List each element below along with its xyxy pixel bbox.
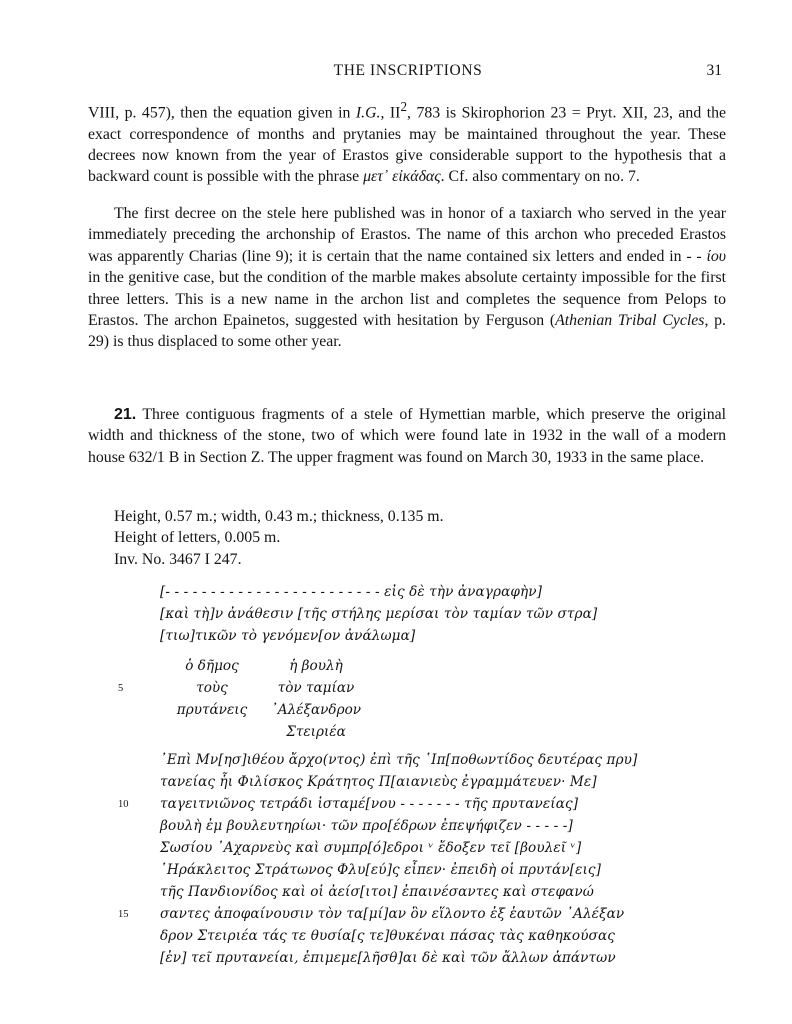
book-title: Athenian Tribal Cycles	[555, 312, 705, 330]
page-number: 31	[706, 62, 722, 79]
running-head	[88, 62, 728, 84]
line-number: 10	[118, 799, 129, 810]
inscription-line: ταγειτνιῶνος τετράδι ἱσταμέ[νου - - - - - - - τῆς πρυτανείας]	[160, 796, 579, 812]
line-number: 15	[118, 909, 129, 920]
spec-dimensions: Height, 0.57 m.; width, 0.43 m.; thickness, 0.135 m.	[114, 508, 444, 525]
inscription-column-right: Στειριέα	[286, 724, 346, 740]
text-run: . Cf. also commentary on no. 7.	[440, 168, 640, 186]
greek-phrase: μετ᾽ εἰκάδας	[363, 168, 441, 186]
inscription-line: σαντες ἀποφαίνουσιν τὸν τα[μί]αν ὃν εἵλοντο ἐξ ἑαυτῶν ᾽Αλέξαν	[160, 906, 625, 922]
commentary-paragraph-1	[88, 96, 726, 188]
inscription-line: Σωσίου ᾽Αχαρνεὺς καὶ συμπρ[ό]εδροι ᵛ ἔδοξεν τεῖ [βουλεῖ ᵛ]	[160, 840, 582, 856]
inscription-line: τανείας ἧι Φιλίσκος Κράτητος Π[αιανιεὺς ἐγραμμάτευεν· Με]	[160, 774, 597, 790]
spec-letter-height: Height of letters, 0.005 m.	[114, 529, 281, 547]
inscription-line: [καὶ τὴ]ν ἀνάθεσιν [τῆς στήλης μερίσαι τὸν ταμίαν τῶν στρα]	[160, 606, 598, 622]
entry-number: 21.	[114, 406, 137, 423]
text-run: , II	[380, 104, 401, 122]
inscription-line: τῆς Πανδιονίδος καὶ οἱ ἀείσ[ιτοι] ἐπαινέσαντες καὶ στεφανώ	[160, 884, 594, 900]
inscription-column-left: τοὺς	[196, 680, 228, 696]
inscription-line: [ἐν] τεῖ πρυτανείαι, ἐπιμεμε[λῆσθ]αι δὲ καὶ τῶν ἄλλων ἁπάντων	[160, 950, 616, 966]
commentary-paragraph-2	[88, 203, 726, 353]
inscription-line: [- - - - - - - - - - - - - - - - - - - - - - - - εἰς δὲ τὴν ἀναγραφὴν]	[160, 584, 543, 600]
inscription-line: βουλὴ ἐμ βουλευτηρίωι· τῶν προ[έδρων ἐπεψήφιζεν - - - - -]	[160, 818, 573, 834]
text-run: , 783 is Skirophorion 23 = Pryt. XII, 23, and the exact correspondence of months and prytanies may be maintained throughout the year. These decrees now known from the year of Erastos give considerable support to the hypothesis that a backward count is possible with the phrase	[88, 104, 726, 186]
superscript: 2	[400, 99, 408, 114]
line-number: 5	[118, 683, 124, 694]
entry-description	[88, 404, 726, 468]
inscription-column-left: πρυτάνεις	[176, 702, 248, 718]
inscription-line: [τιω]τικῶν τὸ γενόμεν[ον ἀνάλωμα]	[160, 628, 416, 644]
inscription-line: ῾Ηράκλειτος Στράτωνος Φλυ[εύ]ς εἶπεν· ἐπειδὴ οἱ πρυτάν[εις]	[160, 862, 602, 878]
inscription-column-right: τὸν ταμίαν	[277, 680, 355, 696]
text-run: The first decree on the stele here published was in honor of a taxiarch who served in the year immediately preceding the archonship of Erastos. The name of this archon who preceded Erastos was apparently Charias (line 9); it is certain that the name contained six letters and ended in	[88, 205, 726, 265]
inscription-column-right: ᾽Αλέξανδρον	[270, 702, 362, 718]
inscription-line: δρον Στειριέα τάς τε θυσία[ς τε]θυκέναι πάσας τὰς καθηκούσας	[160, 928, 615, 944]
inscription-column-right: ἡ βουλὴ	[289, 658, 343, 674]
ig-reference: I.G.	[355, 104, 381, 122]
inscription-column-left: ὁ δῆμος	[185, 658, 239, 674]
running-title: THE INSCRIPTIONS	[333, 62, 483, 79]
text-run: Three contiguous fragments of a stele of Hymettian marble, which preserve the original width and thickness of the stone, two of which were found late in 1932 in the wall of a modern house 632/1 B in Section Z. The upper fragment was found on March 30, 1933 in the same place.	[88, 406, 726, 466]
inscription-text	[0, 580, 792, 1020]
text-run: in the genitive case, but the condition of the marble makes absolute certainty impossible for the first three letters. This is a new name in the archon list and completes the sequence from Pelops to Erastos. The archon Epainetos, suggested with hesitation by Ferguson (	[88, 269, 726, 330]
text-run: , p. 29) is thus displaced to some other year.	[88, 312, 726, 351]
inscription-line: ᾽Επὶ Μν[ησ]ιθέου ἄρχο(ντος) ἐπὶ τῆς ῾Ιπ[ποθωντίδος δευτέρας πρυ]	[160, 752, 638, 768]
greek-ending: - - ίου	[686, 247, 726, 265]
entry-specs	[114, 506, 444, 570]
spec-inventory: Inv. No. 3467 I 247.	[114, 550, 242, 568]
text-run: VIII, p. 457), then the equation given in	[88, 104, 356, 122]
